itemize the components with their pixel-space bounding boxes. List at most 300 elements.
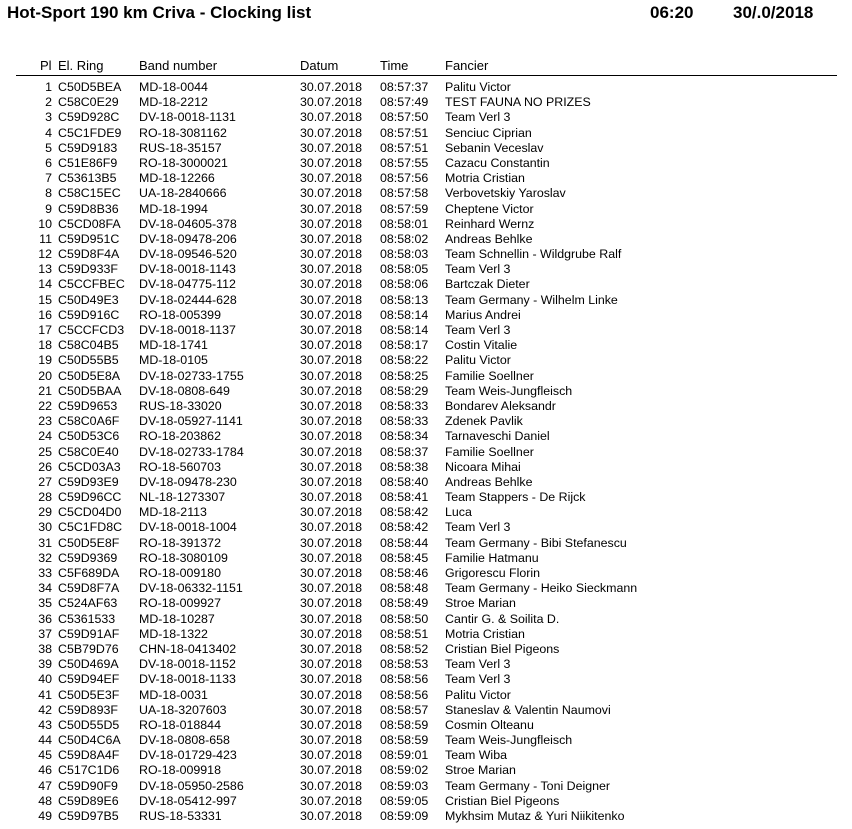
table-row — [0, 338, 852, 353]
cell-place: 37 — [38, 626, 52, 641]
col-header-place: Pl — [40, 58, 52, 73]
cell-fancier: Team Germany - Toni Deigner — [445, 778, 611, 793]
cell-band: DV-18-02733-1755 — [139, 368, 244, 383]
cell-ring: C5CCFCD3 — [58, 323, 125, 337]
table-row — [0, 445, 852, 460]
cell-band: DV-18-06332-1151 — [139, 581, 243, 596]
cell-time: 08:58:38 — [380, 459, 429, 474]
cell-band: DV-18-0018-1143 — [139, 262, 236, 277]
cell-band: RO-18-009918 — [139, 763, 221, 778]
table-row — [0, 262, 852, 277]
cell-fancier: Stroe Marian — [445, 596, 516, 611]
cell-band: UA-18-2840666 — [139, 186, 227, 201]
table-row — [0, 171, 852, 186]
cell-ring: C59D91AF — [58, 626, 120, 641]
table-row — [0, 429, 852, 444]
cell-time: 08:57:50 — [380, 110, 429, 125]
cell-date: 30.07.2018 — [300, 383, 363, 398]
table-row — [0, 460, 852, 475]
cell-band: DV-18-09546-520 — [139, 247, 237, 262]
cell-ring: C5CCFBEC — [58, 277, 125, 292]
cell-date: 30.07.2018 — [300, 323, 363, 337]
cell-fancier: Cristian Biel Pigeons — [445, 793, 560, 808]
table-row — [0, 612, 852, 627]
cell-band: RO-18-005399 — [139, 307, 221, 322]
report-date: 30/.0/2018 — [733, 3, 814, 22]
cell-ring: C50D4C6A — [58, 733, 121, 748]
cell-time: 08:58:52 — [380, 641, 429, 656]
table-row — [0, 353, 852, 368]
cell-date: 30.07.2018 — [300, 778, 363, 793]
cell-ring: C58C04B5 — [58, 338, 119, 353]
table-row — [0, 490, 852, 505]
cell-date: 30.07.2018 — [300, 611, 363, 626]
table-row — [0, 581, 852, 596]
cell-place: 29 — [38, 505, 52, 520]
cell-band: RO-18-391372 — [139, 535, 221, 550]
cell-time: 08:59:01 — [380, 748, 429, 763]
table-row — [0, 475, 852, 490]
cell-place: 4 — [45, 125, 52, 140]
cell-fancier: Marius Andrei — [445, 307, 521, 322]
cell-time: 08:59:03 — [380, 778, 429, 793]
cell-band: MD-18-0105 — [139, 353, 208, 368]
cell-time: 08:57:37 — [380, 80, 429, 94]
cell-place: 11 — [39, 231, 52, 246]
table-row — [0, 126, 852, 141]
cell-ring: C59D90F9 — [58, 778, 118, 793]
cell-ring: C59D916C — [58, 307, 120, 322]
cell-ring: C50D5E8F — [58, 535, 120, 550]
cell-band: MD-18-1741 — [139, 338, 208, 353]
cell-place: 39 — [38, 657, 52, 672]
cell-ring: C59D951C — [58, 231, 120, 246]
cell-place: 9 — [45, 201, 52, 216]
cell-ring: C50D55D5 — [58, 717, 120, 732]
table-row — [0, 414, 852, 429]
cell-time: 08:57:58 — [380, 186, 429, 201]
cell-fancier: Team Verl 3 — [445, 520, 511, 535]
cell-ring: C50D5E3F — [58, 687, 120, 702]
cell-place: 22 — [38, 398, 52, 413]
cell-time: 08:58:59 — [380, 733, 429, 748]
cell-ring: C5CD08FA — [58, 216, 121, 231]
cell-ring: C50D5E8A — [58, 368, 120, 383]
cell-ring: C59D893F — [58, 702, 118, 717]
cell-place: 14 — [38, 277, 52, 292]
table-row — [0, 186, 852, 201]
cell-ring: C5F689DA — [58, 566, 120, 580]
cell-fancier: Team Verl 3 — [445, 657, 511, 672]
header-divider — [16, 75, 837, 76]
cell-date: 30.07.2018 — [300, 550, 363, 565]
cell-place: 13 — [38, 262, 52, 277]
table-row — [0, 277, 852, 292]
table-row — [0, 551, 852, 566]
table-row — [0, 141, 852, 156]
cell-date: 30.07.2018 — [300, 687, 363, 702]
table-row — [0, 566, 852, 581]
cell-ring: C58C0E29 — [58, 95, 119, 110]
cell-date: 30.07.2018 — [300, 596, 363, 611]
cell-date: 30.07.2018 — [300, 793, 363, 808]
cell-place: 12 — [38, 247, 52, 262]
cell-time: 08:58:29 — [380, 383, 429, 398]
cell-ring: C59D8F4A — [58, 247, 120, 262]
cell-time: 08:58:37 — [380, 444, 429, 459]
cell-fancier: TEST FAUNA NO PRIZES — [445, 95, 591, 110]
table-row — [0, 110, 852, 125]
cell-fancier: Reinhard Wernz — [445, 216, 535, 231]
cell-place: 15 — [38, 292, 52, 307]
cell-band: CHN-18-0413402 — [139, 641, 237, 656]
table-row — [0, 384, 852, 399]
cell-place: 18 — [38, 338, 52, 353]
table-row — [0, 308, 852, 323]
cell-time: 08:58:51 — [380, 626, 429, 641]
cell-fancier: Costin Vitalie — [445, 338, 518, 353]
table-row — [0, 809, 852, 824]
cell-place: 10 — [38, 216, 52, 231]
cell-band: RO-18-018844 — [139, 717, 221, 732]
cell-ring: C5CD04D0 — [58, 505, 122, 520]
cell-band: DV-18-01729-423 — [139, 748, 237, 763]
cell-date: 30.07.2018 — [300, 201, 363, 216]
cell-ring: C59D8A4F — [58, 748, 120, 763]
cell-fancier: Palitu Victor — [445, 353, 511, 368]
cell-date: 30.07.2018 — [300, 125, 363, 140]
cell-date: 30.07.2018 — [300, 581, 363, 596]
cell-place: 35 — [38, 596, 52, 611]
cell-date: 30.07.2018 — [300, 398, 363, 413]
cell-fancier: Team Wiba — [445, 748, 507, 763]
cell-ring: C5C1FDE9 — [58, 125, 122, 140]
cell-band: MD-18-0031 — [139, 687, 208, 702]
cell-band: RUS-18-53331 — [139, 809, 222, 823]
table-row — [0, 718, 852, 733]
cell-time: 08:58:22 — [380, 353, 429, 368]
table-row — [0, 779, 852, 794]
cell-fancier: Nicoara Mihai — [445, 459, 521, 474]
cell-date: 30.07.2018 — [300, 292, 363, 307]
cell-time: 08:57:59 — [380, 201, 429, 216]
cell-time: 08:58:06 — [380, 277, 429, 292]
cell-place: 31 — [38, 535, 52, 550]
cell-place: 21 — [38, 383, 52, 398]
cell-ring: C59D97B5 — [58, 809, 119, 823]
cell-fancier: Stroe Marian — [445, 763, 516, 778]
cell-band: DV-18-05412-997 — [139, 793, 237, 808]
cell-band: RO-18-3081162 — [139, 125, 227, 140]
cell-date: 30.07.2018 — [300, 140, 363, 155]
cell-date: 30.07.2018 — [300, 748, 363, 763]
cell-ring: C59D928C — [58, 110, 120, 125]
table-row — [0, 688, 852, 703]
cell-place: 20 — [38, 368, 52, 383]
cell-ring: C59D89E6 — [58, 793, 119, 808]
cell-date: 30.07.2018 — [300, 247, 363, 262]
cell-ring: C59D8B36 — [58, 201, 119, 216]
cell-ring: C5361533 — [58, 611, 116, 626]
cell-place: 33 — [38, 566, 52, 580]
cell-fancier: Team Germany - Heiko Sieckmann — [445, 581, 638, 596]
cell-band: DV-18-0018-1152 — [139, 657, 236, 672]
cell-date: 30.07.2018 — [300, 277, 363, 292]
cell-band: DV-18-05950-2586 — [139, 778, 244, 793]
cell-fancier: Team Germany - Wilhelm Linke — [445, 292, 618, 307]
cell-fancier: Team Verl 3 — [445, 110, 511, 125]
cell-time: 08:58:42 — [380, 520, 429, 535]
page-title: Hot-Sport 190 km Criva - Clocking list — [7, 3, 312, 22]
cell-fancier: Tarnaveschi Daniel — [445, 429, 550, 444]
cell-place: 34 — [38, 581, 52, 596]
cell-place: 32 — [38, 550, 52, 565]
table-row — [0, 217, 852, 232]
cell-time: 08:58:48 — [380, 581, 429, 596]
cell-time: 08:57:51 — [380, 125, 429, 140]
cell-fancier: Familie Soellner — [445, 368, 534, 383]
cell-time: 08:58:53 — [380, 657, 429, 672]
cell-place: 30 — [38, 520, 52, 535]
cell-date: 30.07.2018 — [300, 307, 363, 322]
cell-ring: C50D469A — [58, 657, 119, 672]
table-row — [0, 794, 852, 809]
cell-fancier: Team Verl 3 — [445, 672, 511, 687]
cell-band: DV-18-0808-649 — [139, 383, 230, 398]
cell-place: 2 — [45, 95, 52, 110]
cell-band: DV-18-0808-658 — [139, 733, 230, 748]
cell-date: 30.07.2018 — [300, 110, 363, 125]
cell-place: 8 — [45, 186, 52, 201]
cell-band: DV-18-0018-1137 — [139, 323, 236, 337]
cell-date: 30.07.2018 — [300, 155, 363, 170]
cell-time: 08:58:02 — [380, 231, 429, 246]
cell-place: 48 — [38, 793, 52, 808]
cell-time: 08:58:56 — [380, 687, 429, 702]
cell-place: 5 — [45, 140, 52, 155]
report-time: 06:20 — [650, 3, 694, 22]
cell-time: 08:59:05 — [380, 793, 429, 808]
cell-date: 30.07.2018 — [300, 535, 363, 550]
cell-fancier: Familie Hatmanu — [445, 550, 539, 565]
cell-date: 30.07.2018 — [300, 702, 363, 717]
cell-date: 30.07.2018 — [300, 231, 363, 246]
cell-place: 19 — [38, 353, 52, 368]
cell-ring: C58C15EC — [58, 186, 121, 201]
cell-band: RUS-18-35157 — [139, 140, 222, 155]
cell-ring: C58C0E40 — [58, 444, 119, 459]
table-row — [0, 202, 852, 217]
cell-ring: C59D93E9 — [58, 474, 119, 489]
cell-date: 30.07.2018 — [300, 262, 363, 277]
cell-time: 08:58:59 — [380, 717, 429, 732]
cell-time: 08:58:50 — [380, 611, 429, 626]
table-row — [0, 596, 852, 611]
cell-fancier: Team Germany - Bibi Stefanescu — [445, 535, 627, 550]
cell-time: 08:58:44 — [380, 535, 429, 550]
cell-date: 30.07.2018 — [300, 474, 363, 489]
cell-ring: C59D9369 — [58, 550, 118, 565]
col-header-time: Time — [380, 58, 409, 73]
table-row — [0, 80, 852, 95]
cell-band: RO-18-009927 — [139, 596, 221, 611]
cell-time: 08:59:09 — [380, 809, 429, 823]
cell-date: 30.07.2018 — [300, 672, 363, 687]
cell-ring: C50D5BAA — [58, 383, 122, 398]
cell-date: 30.07.2018 — [300, 809, 363, 823]
cell-fancier: Cristian Biel Pigeons — [445, 641, 560, 656]
cell-date: 30.07.2018 — [300, 80, 363, 94]
cell-band: NL-18-1273307 — [139, 490, 226, 505]
cell-date: 30.07.2018 — [300, 520, 363, 535]
cell-time: 08:58:33 — [380, 398, 429, 413]
cell-date: 30.07.2018 — [300, 717, 363, 732]
cell-date: 30.07.2018 — [300, 171, 363, 186]
cell-time: 08:58:14 — [380, 323, 429, 337]
cell-time: 08:58:14 — [380, 307, 429, 322]
table-row — [0, 95, 852, 110]
cell-fancier: Zdenek Pavlik — [445, 414, 523, 429]
cell-fancier: Team Weis-Jungfleisch — [445, 733, 573, 748]
cell-band: MD-18-2212 — [139, 95, 208, 110]
cell-time: 08:58:34 — [380, 429, 429, 444]
cell-band: RO-18-009180 — [139, 566, 221, 580]
cell-band: DV-18-02444-628 — [139, 292, 237, 307]
cell-fancier: Staneslav & Valentin Naumovi — [445, 702, 611, 717]
cell-place: 25 — [38, 444, 52, 459]
cell-date: 30.07.2018 — [300, 429, 363, 444]
cell-fancier: Motria Cristian — [445, 626, 525, 641]
cell-fancier: Familie Soellner — [445, 444, 534, 459]
table-row — [0, 672, 852, 687]
table-row — [0, 293, 852, 308]
table-row — [0, 520, 852, 535]
cell-time: 08:57:56 — [380, 171, 429, 186]
cell-fancier: Cantir G. & Soilita D. — [445, 611, 560, 626]
cell-ring: C50D49E3 — [58, 292, 119, 307]
cell-date: 30.07.2018 — [300, 626, 363, 641]
cell-band: MD-18-2113 — [139, 505, 207, 520]
cell-place: 16 — [38, 307, 52, 322]
cell-ring: C5CD03A3 — [58, 459, 121, 474]
cell-place: 6 — [45, 155, 52, 170]
cell-place: 1 — [45, 80, 52, 94]
cell-place: 7 — [45, 171, 52, 186]
table-row — [0, 627, 852, 642]
cell-place: 41 — [38, 687, 52, 702]
clocking-table — [0, 80, 852, 824]
cell-date: 30.07.2018 — [300, 95, 363, 110]
cell-time: 08:57:55 — [380, 155, 429, 170]
cell-fancier: Grigorescu Florin — [445, 566, 541, 580]
cell-ring: C59D8F7A — [58, 581, 120, 596]
cell-place: 45 — [38, 748, 52, 763]
cell-band: MD-18-0044 — [139, 80, 208, 94]
cell-fancier: Team Verl 3 — [445, 323, 511, 337]
table-row — [0, 657, 852, 672]
cell-place: 46 — [38, 763, 52, 778]
table-row — [0, 536, 852, 551]
cell-band: DV-18-04605-378 — [139, 216, 237, 231]
cell-date: 30.07.2018 — [300, 444, 363, 459]
cell-fancier: Bondarev Aleksandr — [445, 398, 556, 413]
cell-place: 44 — [38, 733, 52, 748]
cell-band: DV-18-0018-1131 — [139, 110, 236, 125]
cell-date: 30.07.2018 — [300, 641, 363, 656]
cell-place: 26 — [38, 459, 52, 474]
cell-fancier: Andreas Behlke — [445, 231, 533, 246]
cell-time: 08:58:01 — [380, 216, 429, 231]
cell-fancier: Sebanin Veceslav — [445, 140, 544, 155]
cell-ring: C53613B5 — [58, 171, 117, 186]
cell-time: 08:59:02 — [380, 763, 429, 778]
cell-fancier: Palitu Victor — [445, 80, 511, 94]
cell-time: 08:58:03 — [380, 247, 429, 262]
cell-time: 08:58:49 — [380, 596, 429, 611]
cell-ring: C59D9183 — [58, 140, 118, 155]
table-row — [0, 399, 852, 414]
cell-place: 24 — [38, 429, 52, 444]
table-row — [0, 232, 852, 247]
cell-place: 23 — [38, 414, 52, 429]
cell-place: 28 — [38, 490, 52, 505]
cell-fancier: Verbovetskiy Yaroslav — [445, 186, 566, 201]
cell-fancier: Senciuc Ciprian — [445, 125, 532, 140]
table-row — [0, 323, 852, 338]
cell-date: 30.07.2018 — [300, 414, 363, 429]
col-header-ring: El. Ring — [58, 58, 104, 73]
cell-place: 27 — [38, 474, 52, 489]
cell-time: 08:58:45 — [380, 550, 429, 565]
cell-date: 30.07.2018 — [300, 657, 363, 672]
cell-ring: C59D94EF — [58, 672, 120, 687]
cell-place: 3 — [45, 110, 52, 125]
cell-time: 08:58:46 — [380, 566, 429, 580]
cell-band: RO-18-3000021 — [139, 155, 228, 170]
cell-place: 40 — [38, 672, 52, 687]
cell-band: DV-18-0018-1133 — [139, 672, 236, 687]
cell-date: 30.07.2018 — [300, 763, 363, 778]
table-row — [0, 748, 852, 763]
cell-fancier: Mykhsim Mutaz & Yuri Niikitenko — [445, 809, 625, 823]
cell-ring: C51E86F9 — [58, 155, 118, 170]
cell-ring: C517C1D6 — [58, 763, 120, 778]
cell-band: DV-18-0018-1004 — [139, 520, 237, 535]
cell-ring: C50D5BEA — [58, 80, 122, 94]
cell-date: 30.07.2018 — [300, 186, 363, 201]
table-row — [0, 369, 852, 384]
cell-fancier: Team Verl 3 — [445, 262, 511, 277]
cell-place: 47 — [38, 778, 52, 793]
cell-band: DV-18-05927-1141 — [139, 414, 243, 429]
cell-band: RO-18-560703 — [139, 459, 221, 474]
table-row — [0, 247, 852, 262]
cell-date: 30.07.2018 — [300, 368, 363, 383]
cell-fancier: Cazacu Constantin — [445, 155, 550, 170]
cell-place: 43 — [38, 717, 52, 732]
cell-ring: C5B79D76 — [58, 641, 119, 656]
cell-time: 08:57:51 — [380, 140, 429, 155]
cell-place: 38 — [38, 641, 52, 656]
cell-time: 08:58:25 — [380, 368, 429, 383]
table-row — [0, 156, 852, 171]
cell-ring: C5C1FD8C — [58, 520, 123, 535]
cell-band: DV-18-09478-230 — [139, 474, 237, 489]
cell-place: 42 — [38, 702, 52, 717]
cell-band: MD-18-12266 — [139, 171, 215, 186]
table-row — [0, 733, 852, 748]
cell-fancier: Palitu Victor — [445, 687, 511, 702]
